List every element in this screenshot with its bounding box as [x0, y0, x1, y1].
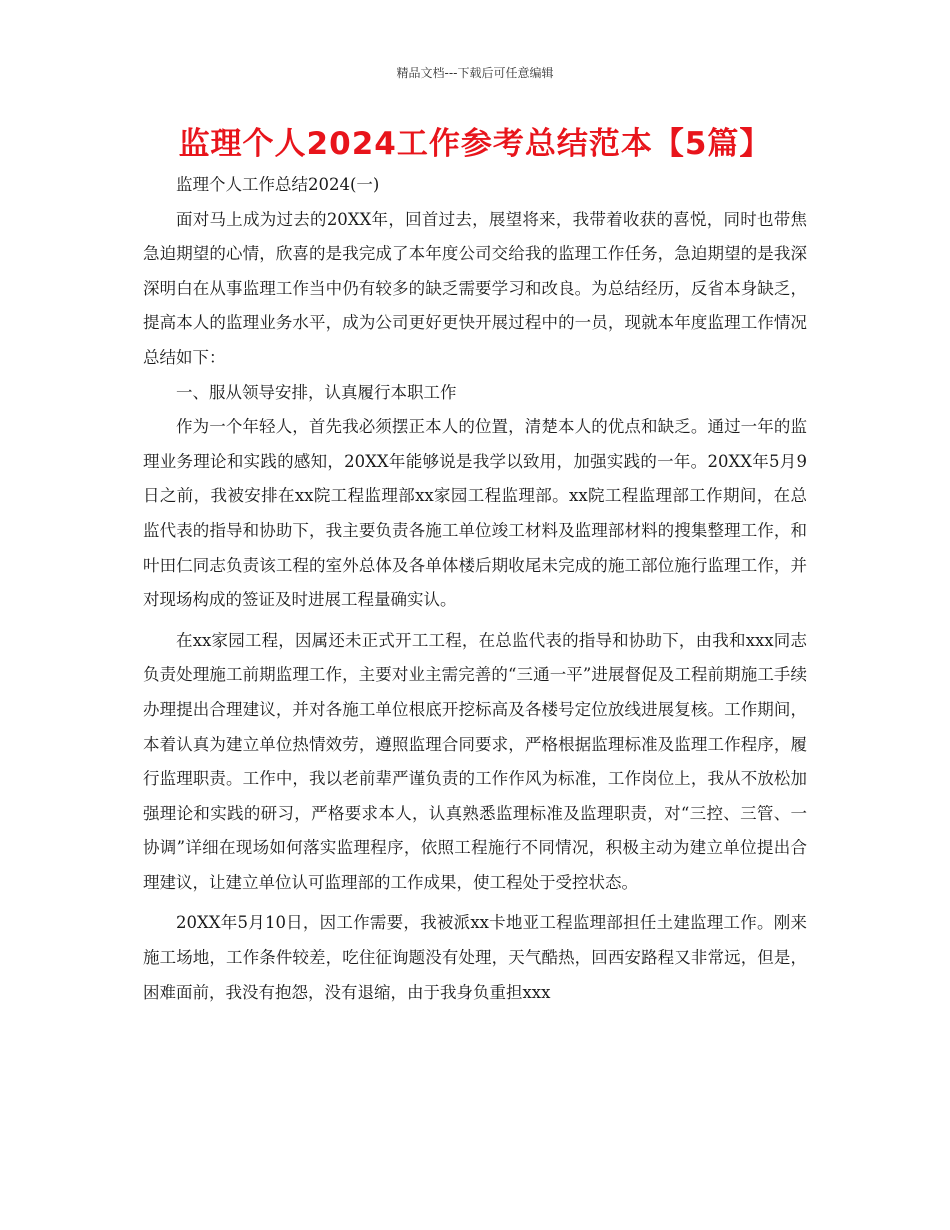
paragraph-intro: 面对马上成为过去的20XX年，回首过去，展望将来，我带着收获的喜悦，同时也带焦急迫期望的心情，欣喜的是我完成了本年度公司交给我的监理工作任务，急迫期望的是我深深明白在从事监理工作当中仍有较多的缺乏需要学习和改良。为总结经历，反省本身缺乏，提高本人的监理业务水平，成为公司更好更快开展过程中的一员，现就本年度监理工作情况总结如下： — [143, 209, 807, 367]
paragraph-1: 作为一个年轻人，首先我必须摆正本人的位置，清楚本人的优点和缺乏。通过一年的监理业务理论和实践的感知，20XX年能够说是我学以致用，加强实践的一年。20XX年5月9日之前，我被安排在xx院工程监理部xx家园工程监理部。xx院工程监理部工作期间，在总监代表的指导和协助下，我主要负责各施工单位竣工材料及监理部材料的搜集整理工作，和叶田仁同志负责该工程的室外总体及各单体楼后期收尾未完成的施工部位施行监理工作，并对现场构成的签证及时进展工程量确实认。 — [143, 417, 807, 610]
header-note: 精品文档---下载后可任意编辑 — [396, 66, 554, 80]
section-subtitle: 监理个人工作总结2024(一) — [176, 175, 380, 194]
document-body — [143, 168, 807, 1010]
section-heading-1: 一、服从领导安排，认真履行本职工作 — [176, 382, 457, 402]
document-title: 监理个人2024工作参考总结范本【5篇】 — [178, 126, 772, 162]
paragraph-3: 20XX年5月10日，因工作需要，我被派xx卡地亚工程监理部担任土建监理工作。刚来施工场地，工作条件较差，吃住征询题没有处理，天气酷热，回西安路程又非常远，但是，困难面前，我没有抱怨，没有退缩，由于我身负重担xxx — [143, 913, 807, 1002]
paragraph-2: 在xx家园工程，因属还未正式开工工程，在总监代表的指导和协助下，由我和xxx同志负责处理施工前期监理工作，主要对业主需完善的“三通一平”进展督促及工程前期施工手续办理提出合理建议，并对各施工单位根底开挖标高及各楼号定位放线进展复核。工作期间，本着认真为建立单位热情效劳，遵照监理合同要求，严格根据监理标准及监理工作程序，履行监理职责。工作中，我以老前辈严谨负责的工作作风为标准，工作岗位上，我从不放松加强理论和实践的研习，严格要求本人，认真熟悉监理标准及监理职责，对“三控、三管、一协调”详细在现场如何落实监理程序，依照工程施行不同情况，积极主动为建立单位提出合理建议，让建立单位认可监理部的工作成果，使工程处于受控状态。 — [143, 630, 807, 892]
